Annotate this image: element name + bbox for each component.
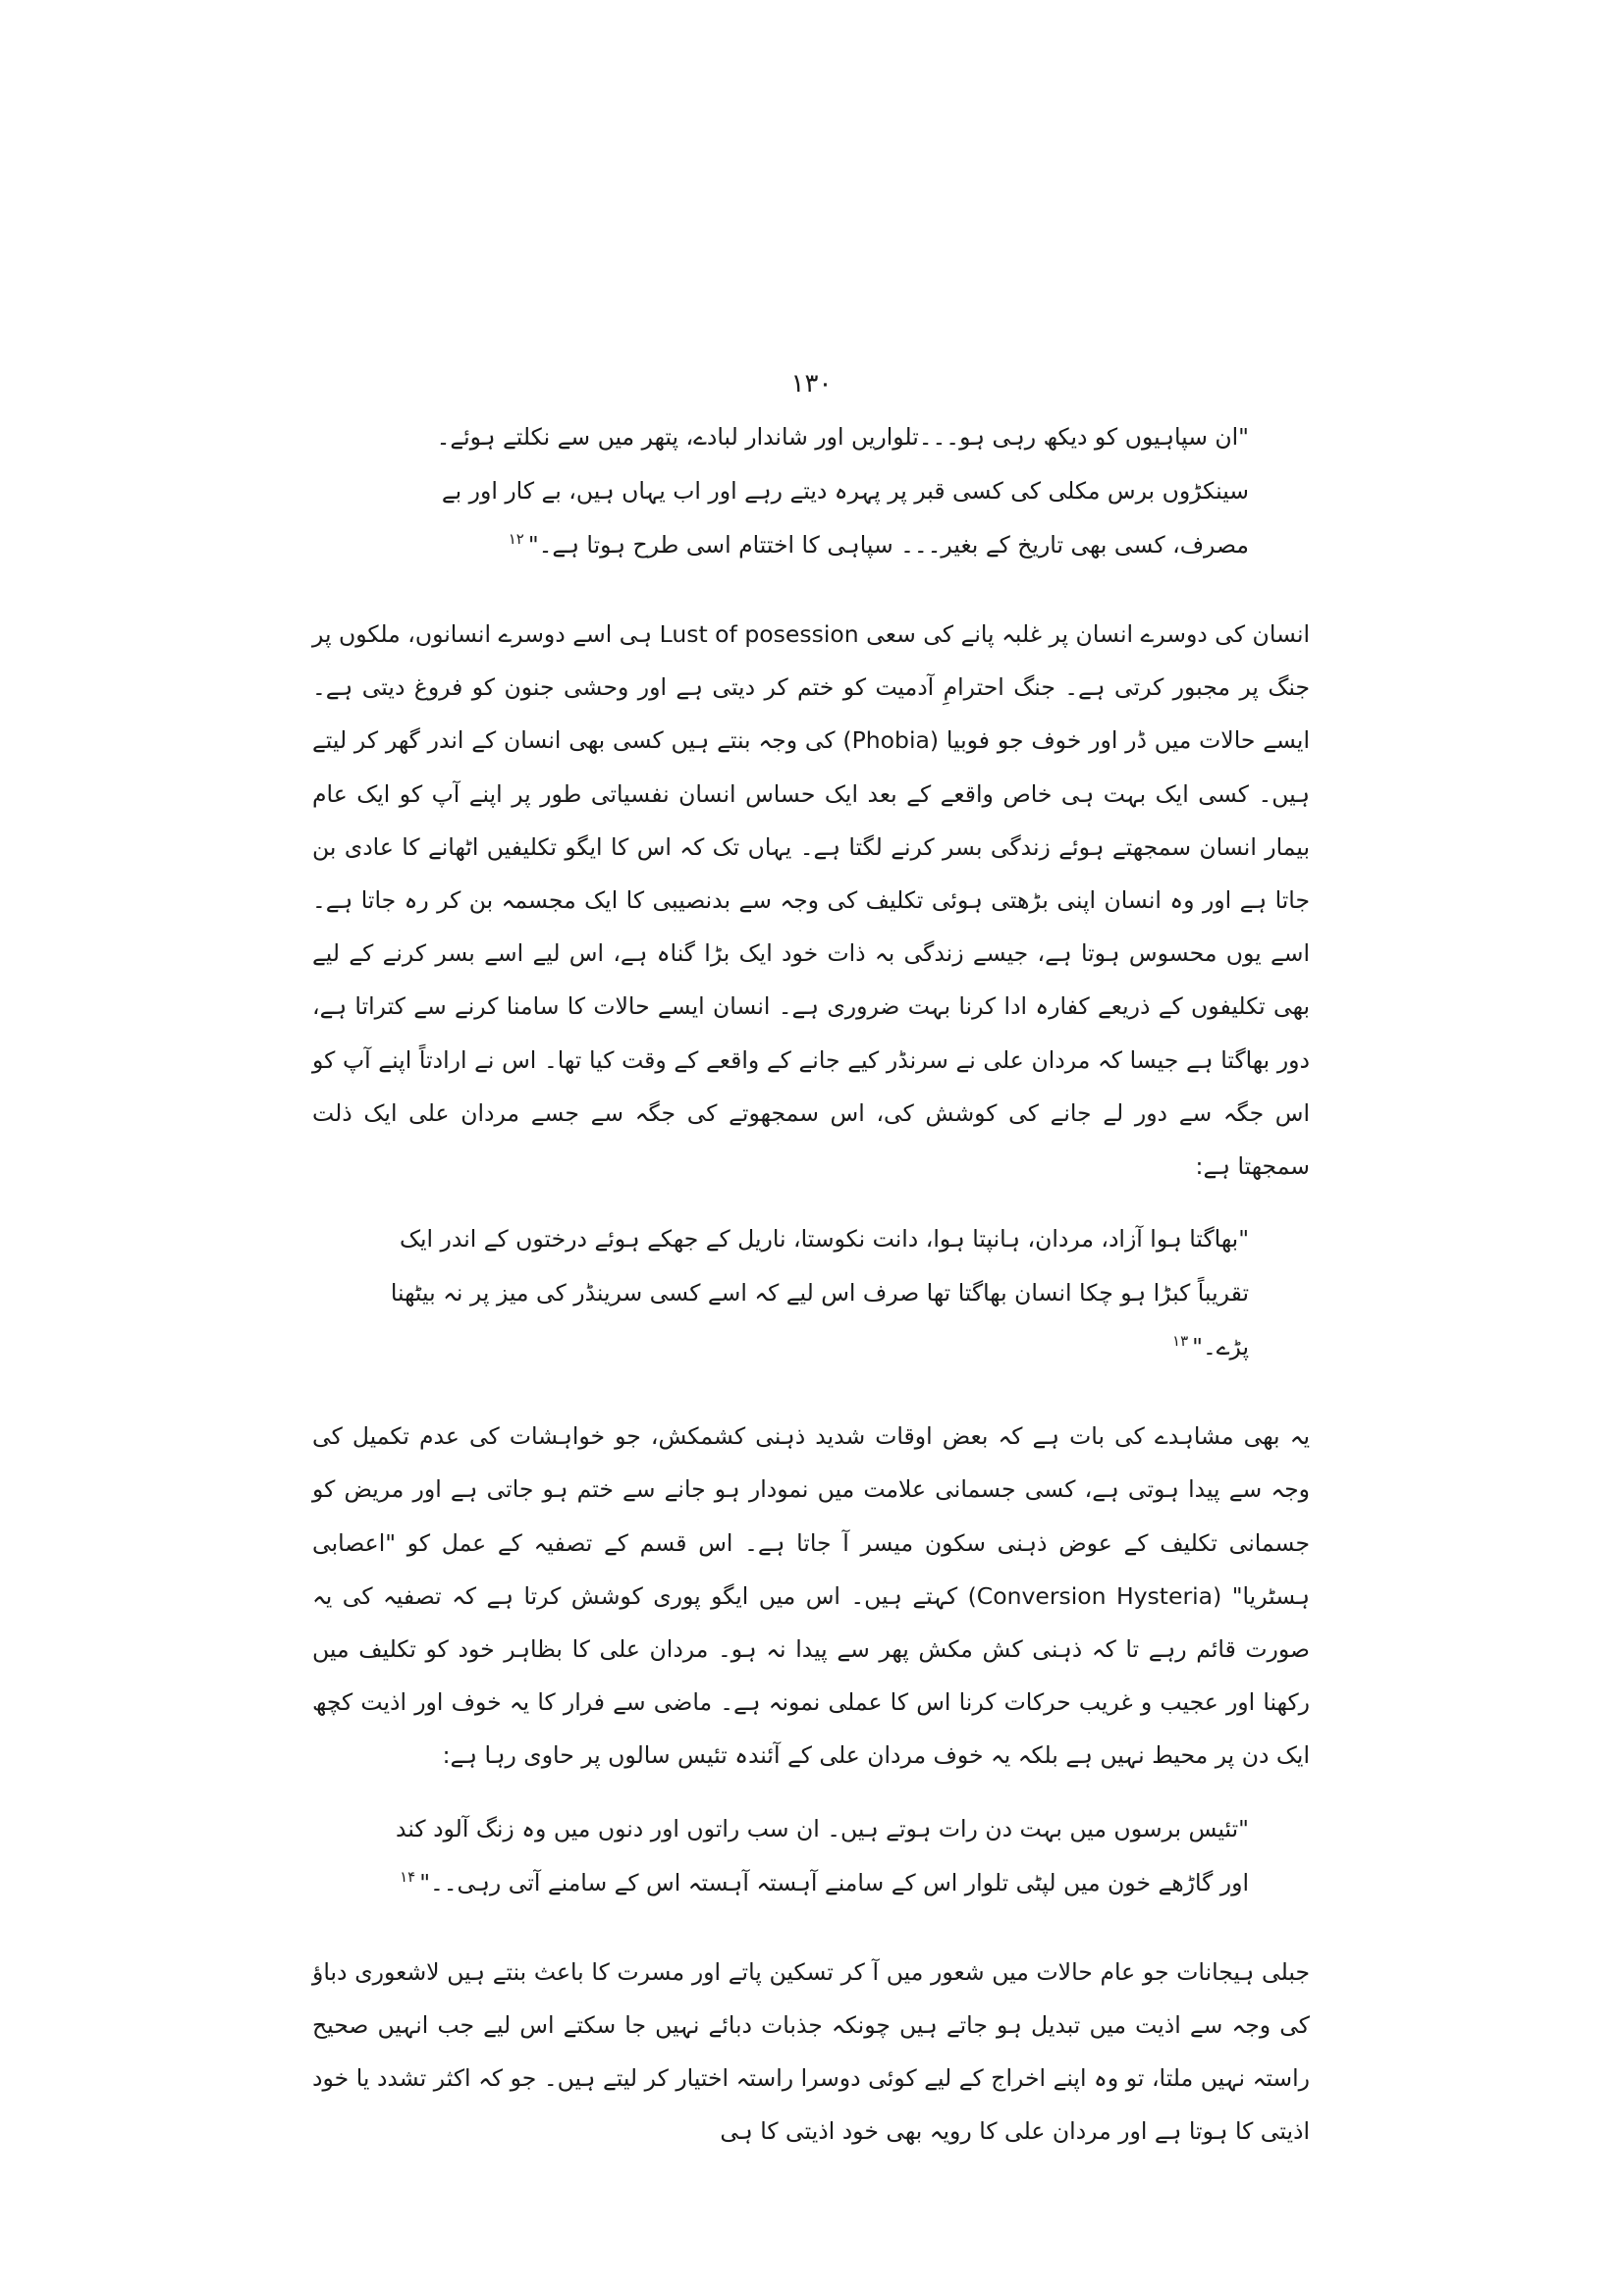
paragraph-3: جبلی ہیجانات جو عام حالات میں شعور میں آ کر تسکین پاتے اور مسرت کا باعث بنتے ہیں لاشعوری دباؤ کی وجہ سے اذیت میں تبدیل ہو جاتے ہیں چونکہ جذبات دبائے نہیں جا سکتے اس لیے جب انہیں صحیح راستہ نہیں ملتا، تو وہ اپنے اخراج کے لیے کوئی دوسرا راستہ اختیار کر لیتے ہیں۔ جو کہ اکثر تشدد یا خود اذیتی کا ہوتا ہے اور مردان علی کا رویہ بھی خود اذیتی کا ہی xyxy=(312,1957,1310,2146)
page-number: ۱۳۰ xyxy=(790,369,833,399)
block-quote-2 xyxy=(312,1212,1310,1374)
quote-text: "ان سپاہیوں کو دیکھ رہی ہو۔۔۔تلواریں اور شاندار لبادے، پتھر میں سے نکلتے ہوئے۔ سینکڑوں برس مکلی کی کسی قبر پر پہرہ دیتے رہے اور اب یہاں ہیں، بے کار اور بے مصرف، کسی بھی تاریخ کے بغیر۔۔۔ سپاہی کا اختتام اسی طرح ہوتا ہے۔" xyxy=(436,423,1249,559)
footnote-marker: ۱۲ xyxy=(508,530,524,549)
quote-text: "بھاگتا ہوا آزاد، مردان، ہانپتا ہوا، دانت نکوستا، ناریل کے جھکے ہوئے درختوں کے اندر ایک تقریباً کبڑا ہو چکا انسان بھاگتا تھا صرف اس لیے کہ اسے کسی سرینڈر کی میز پر نہ بیٹھنا پڑے۔" xyxy=(390,1225,1249,1362)
footnote-marker: ۱۳ xyxy=(1172,1332,1189,1351)
block-quote-1 xyxy=(312,410,1310,572)
footnote-marker: ۱۴ xyxy=(400,1867,416,1886)
paragraph-2: یہ بھی مشاہدے کی بات ہے کہ بعض اوقات شدید ذہنی کشمکش، جو خواہشات کی عدم تکمیل کی وجہ سے پیدا ہوتی ہے، کسی جسمانی علامت میں نمودار ہو جانے سے ختم ہو جاتی ہے اور مریض کو جسمانی تکلیف کے عوض ذہنی سکون میسر آ جاتا ہے۔ اس قسم کے تصفیہ کے عمل کو "اعصابی ہسٹریا" (Conversion Hysteria) کہتے ہیں۔ اس میں ایگو پوری کوشش کرتا ہے کہ تصفیہ کی یہ صورت قائم رہے تا کہ ذہنی کش مکش پھر سے پیدا نہ ہو۔ مردان علی کا بظاہر خود کو تکلیف میں رکھنا اور عجیب و غریب حرکات کرنا اس کا عملی نمونہ ہے۔ ماضی سے فرار کا یہ خوف اور اذیت کچھ ایک دن پر محیط نہیں ہے بلکہ یہ خوف مردان علی کے آئندہ تئیس سالوں پر حاوی رہا ہے: xyxy=(312,1422,1310,1770)
block-quote-3 xyxy=(312,1802,1310,1910)
quote-text: "تئیس برسوں میں بہت دن رات ہوتے ہیں۔ ان سب راتوں اور دنوں میں وہ زنگ آلود کند اور گاڑھے خون میں لپٹی تلوار اس کے سامنے آہستہ آہستہ اس کے سامنے آتی رہی۔۔" xyxy=(395,1814,1249,1896)
paragraph-1: انسان کی دوسرے انسان پر غلبہ پانے کی سعی Lust of posession ہی اسے دوسرے انسانوں، ملکوں پر جنگ پر مجبور کرتی ہے۔ جنگ احترامِ آدمیت کو ختم کر دیتی ہے اور وحشی جنون کو فروغ دیتی ہے۔ ایسے حالات میں ڈر اور خوف جو فوبیا (Phobia) کی وجہ بنتے ہیں کسی بھی انسان کے اندر گھر کر لیتے ہیں۔ کسی ایک بہت ہی خاص واقعے کے بعد ایک حساس انسان نفسیاتی طور پر اپنے آپ کو ایک عام بیمار انسان سمجھتے ہوئے زندگی بسر کرنے لگتا ہے۔ یہاں تک کہ اس کا ایگو تکلیفیں اٹھانے کا عادی بن جاتا ہے اور وہ انسان اپنی بڑھتی ہوئی تکلیف کی وجہ سے بدنصیبی کا ایک مجسمہ بن کر رہ جاتا ہے۔ اسے یوں محسوس ہوتا ہے، جیسے زندگی بہ ذات خود ایک بڑا گناہ ہے، اس لیے اسے بسر کرنے کے لیے بھی تکلیفوں کے ذریعے کفارہ ادا کرنا بہت ضروری ہے۔ انسان ایسے حالات کا سامنا کرنے سے کتراتا ہے، دور بھاگتا ہے جیسا کہ مردان علی نے سرنڈر کیے جانے کے واقعے کے وقت کیا تھا۔ اس نے ارادتاً اپنے آپ کو اس جگہ سے دور لے جانے کی کوشش کی، اس سمجھوتے کی جگہ سے جسے مردان علی ایک ذلت سمجھتا ہے: xyxy=(312,620,1311,1181)
body-text xyxy=(312,410,1310,2177)
